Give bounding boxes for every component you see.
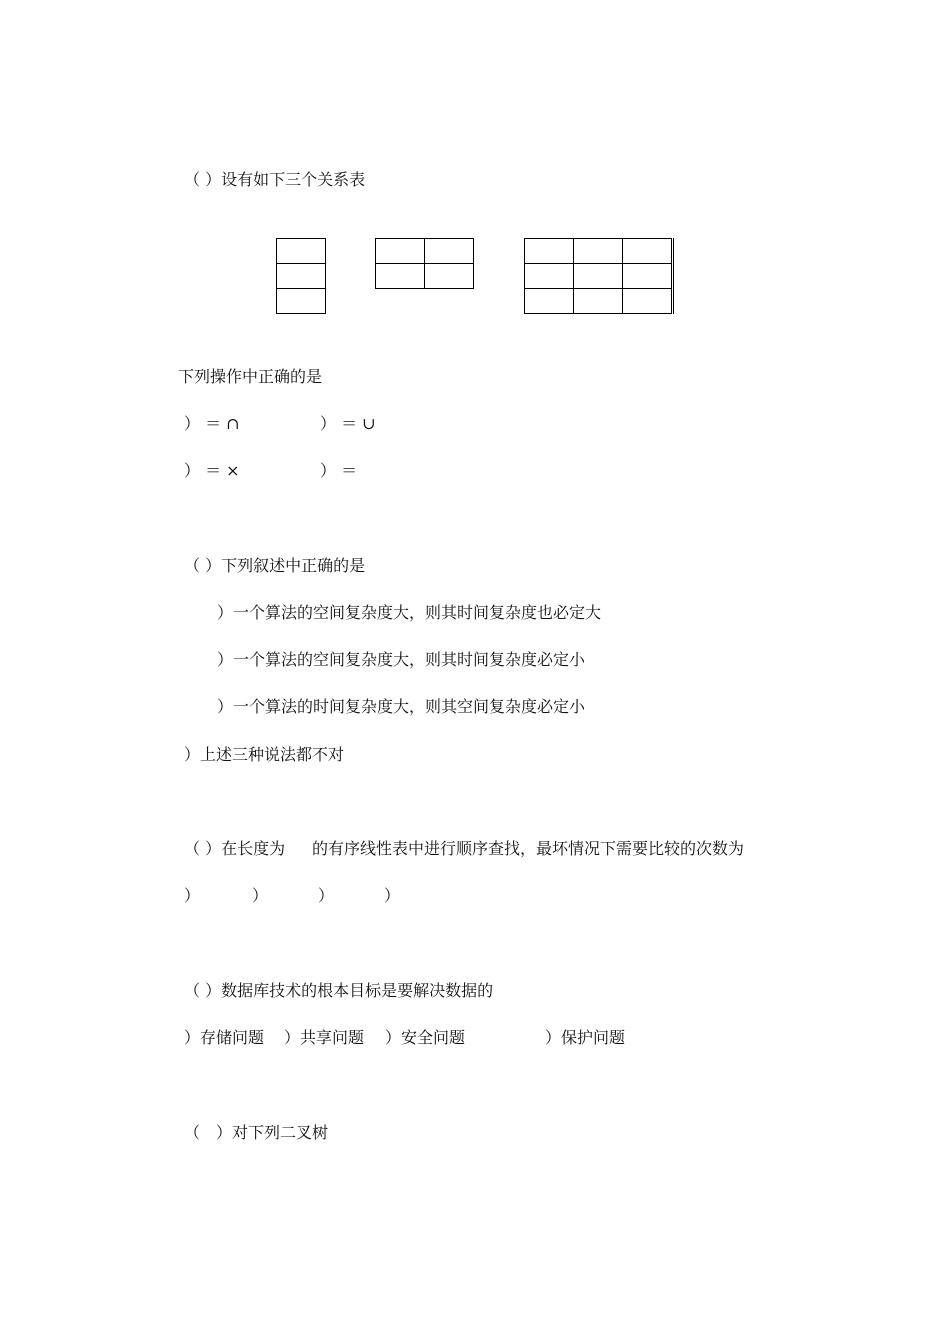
q3-option-c: ） <box>318 886 335 905</box>
q1-option-c: ） ＝ × <box>184 461 240 480</box>
q4-option-d: ）保护问题 <box>545 1028 626 1047</box>
q2-option-c: ）一个算法的时间复杂度大，则其空间复杂度必定小 <box>217 697 586 716</box>
q4-stem: （ ）数据库技术的根本目标是要解决数据的 <box>184 981 494 1000</box>
table-cell <box>574 264 623 289</box>
table-cell <box>277 289 326 314</box>
q2-option-a: ）一个算法的空间复杂度大，则其时间复杂度也必定大 <box>217 603 602 622</box>
relation-table-t <box>524 238 674 314</box>
q3-option-a: ） <box>184 886 201 905</box>
table-cell <box>277 239 326 264</box>
table-cell <box>376 239 425 264</box>
table-cell <box>525 264 574 289</box>
q3-option-d: ） <box>384 886 401 905</box>
table-cell <box>376 264 425 289</box>
q2-option-d: ）上述三种说法都不对 <box>184 745 345 764</box>
q3-stem-part1: （ ）在长度为 <box>184 839 286 858</box>
relation-table-s <box>375 238 474 289</box>
q4-option-b: ）共享问题 <box>284 1028 365 1047</box>
table-cell <box>525 239 574 264</box>
q1-stem: （ ）设有如下三个关系表 <box>184 170 366 189</box>
table-cell <box>574 289 623 314</box>
q1-prompt: 下列操作中正确的是 <box>178 367 323 386</box>
table-cell <box>623 239 673 264</box>
table-cell <box>623 289 673 314</box>
q3-option-b: ） <box>252 886 269 905</box>
table-cell <box>574 239 623 264</box>
q2-option-b: ）一个算法的空间复杂度大，则其时间复杂度必定小 <box>217 650 586 669</box>
q2-stem: （ ）下列叙述中正确的是 <box>184 556 366 575</box>
q4-option-a: ）存储问题 <box>184 1028 265 1047</box>
table-cell <box>623 264 673 289</box>
table-cell <box>425 239 474 264</box>
table-cell <box>525 289 574 314</box>
q3-stem-part2: 的有序线性表中进行顺序查找，最坏情况下需要比较的次数为 <box>312 839 745 858</box>
q4-option-c: ）安全问题 <box>385 1028 466 1047</box>
q1-option-d: ） ＝ <box>320 461 358 480</box>
q1-option-a: ） ＝ ∩ <box>184 414 240 433</box>
relation-table-r <box>276 238 326 314</box>
table-cell <box>277 264 326 289</box>
q5-stem: （ ）对下列二叉树 <box>184 1123 329 1142</box>
q1-option-b: ） ＝ ∪ <box>320 414 376 433</box>
table-cell <box>425 264 474 289</box>
